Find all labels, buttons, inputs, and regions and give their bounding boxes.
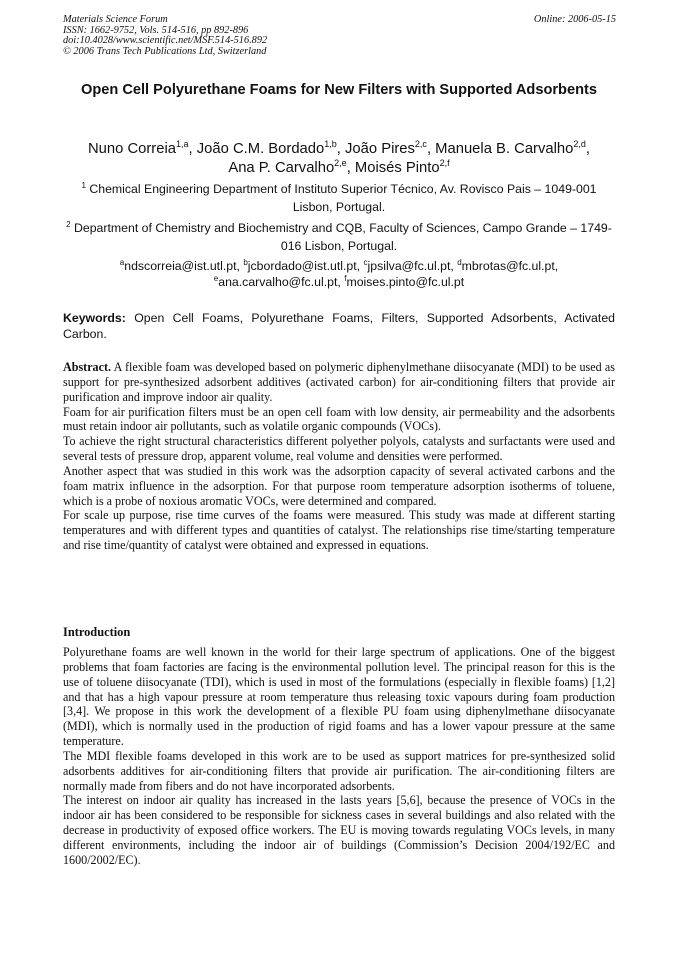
abstract-section bbox=[63, 360, 615, 553]
affiliation-1 bbox=[63, 181, 615, 216]
author-name: Manuela B. Carvalho bbox=[435, 141, 574, 157]
author-list: Nuno Correia$^{1,a}$, João C.M. Bordado$^{1,b}$, João Pires$^{2,c}$, Manuela B. Carvalho$^{2,d}$, Ana P. Carvalho$^{2,e}$, Moisés Pinto$^{2,f}$ bbox=[87, 139, 590, 176]
author-affil-mark: 2,c bbox=[414, 139, 427, 149]
affiliation-2 bbox=[63, 220, 615, 255]
copyright-line: © 2006 Trans Tech Publications Ltd, Switzerland bbox=[63, 45, 267, 57]
introduction-paragraph: The interest on indoor air quality has increased in the lasts years [5,6], because the presence of VOCs in the indoor air has been considered to be responsible for sickness cases in several buildings and also related with the decrease in productivity of exposed office workers. The EU is moving towards regulating VOCs levels, in many different environments, including the indoor air of buildings (Commission’s Decision 2004/192/EC and 1600/2002/EC). bbox=[63, 793, 615, 867]
abstract-paragraph: For scale up purpose, rise time curves of the foams were measured. This study was made at different starting temperatures and with different types and quantities of catalyst. The relationships rise time/starting temperature and rise time/quantity of catalyst were obtained and expressed in equations. bbox=[63, 508, 615, 553]
email-mark: f bbox=[344, 273, 347, 283]
author-affil-mark: 1,a bbox=[176, 139, 189, 149]
author-affil-mark: 2,e bbox=[334, 158, 347, 168]
affiliation-text: Chemical Engineering Department of Instituto Superior Técnico, Av. Rovisco Pais – 1049-001 Lisbon, Portugal. bbox=[89, 182, 597, 214]
introduction-heading: Introduction bbox=[63, 625, 131, 639]
abstract-paragraph: Foam for air purification filters must be an open cell foam with low density, air permeability and the adsorbents must retain indoor air pollutants, such as volatile organic compounds (VOCs). bbox=[63, 404, 615, 434]
email-link[interactable]: ndscorreia@ist.utl.pt, bbox=[124, 259, 240, 273]
author-name: Ana P. Carvalho bbox=[228, 160, 335, 176]
email-link[interactable]: mbrotas@fc.ul.pt, bbox=[461, 259, 559, 273]
email-mark: e bbox=[213, 273, 219, 283]
doi-line: doi:10.4028/www.scientific.net/MSF.514-516.892 bbox=[63, 35, 268, 47]
email-link[interactable]: jcbordado@ist.utl.pt, bbox=[247, 259, 361, 273]
email-link[interactable]: moises.pinto@fc.ul.pt bbox=[346, 274, 465, 289]
introduction-paragraph: The MDI flexible foams developed in this work are to be used as support matrices for pre-synthesized solid adsorbents additives for air-conditioning filters that provide air purification. The air-conditioning filters are normally made from fibers and do not have incorporated adsorbents. bbox=[63, 748, 615, 793]
abstract-paragraph: Another aspect that was studied in this work was the adsorption capacity of several activated carbons and the foam matrix influence in the adsorption. For that purpose room temperature adsorption isotherms of toluene, which is a probe of noxious aromatic VOCs, were determined and compared. bbox=[63, 463, 615, 508]
abstract-text: A flexible foam was developed based on polymeric diphenylmethane diisocyanate (MDI) to be used as support for pre-synthesized adsorbent additives (activated carbon) for air-conditioning filters that provide air purification and improve indoor air quality. bbox=[63, 360, 615, 404]
author-name: João Pires bbox=[345, 141, 415, 157]
email-mark: a bbox=[119, 258, 125, 267]
author-emails bbox=[63, 259, 615, 290]
abstract-paragraph bbox=[63, 360, 615, 405]
author-affil-mark: 1,b bbox=[324, 139, 337, 149]
introduction-section bbox=[63, 645, 615, 868]
author-name: Nuno Correia bbox=[87, 141, 176, 157]
affiliation-text: Department of Chemistry and Biochemistry and CQB, Faculty of Sciences, Campo Grande – 1749-016 Lisbon, Portugal. bbox=[73, 221, 612, 253]
introduction-paragraph: Polyurethane foams are well known in the world for their large spectrum of applications. One of the biggest problems that foam factories are facing is the environmental pollution level. The principal reason for this is the use of toluene diisocyanate (TDI), which is used in most of the formulations (especially in flexible foams) [1,2] and that has a high vapour pressure at room temperature thus releasing toxic vapours during foam production [3,4]. We propose in this work the development of a flexible PU foam using diphenylmethane diisocyanate (MDI), which is normally used in the production of rigid foams and has a lower vapour pressure at the same temperature. bbox=[63, 645, 615, 749]
author-name: João C.M. Bordado bbox=[196, 141, 325, 157]
paper-title: Open Cell Polyurethane Foams for New Filters with Supported Adsorbents bbox=[81, 82, 597, 98]
keywords-label: Keywords: bbox=[63, 311, 126, 325]
abstract-label: Abstract. bbox=[63, 360, 112, 374]
affiliation-number: 2 bbox=[66, 220, 71, 229]
author-name: Moisés Pinto bbox=[354, 160, 440, 176]
journal-header bbox=[63, 15, 443, 57]
journal-name: Materials Science Forum bbox=[63, 14, 168, 25]
email-link[interactable]: jpsilva@fc.ul.pt, bbox=[367, 259, 454, 273]
issn-line: ISSN: 1662-9752, Vols. 514-516, pp 892-896 bbox=[63, 24, 249, 36]
email-link[interactable]: ana.carvalho@fc.ul.pt, bbox=[218, 274, 341, 289]
affiliation-number: 1 bbox=[81, 181, 86, 190]
keywords bbox=[63, 311, 615, 342]
email-mark: d bbox=[457, 258, 462, 267]
online-date: Online: 2006-05-15 bbox=[533, 14, 616, 25]
email-mark: c bbox=[363, 258, 368, 267]
author-affil-mark: 2,f bbox=[439, 158, 450, 168]
abstract-paragraph: To achieve the right structural characteristics different polyether polyols, catalysts and surfactants were used and several tests of pressure drop, apparent volume, real volume and densities were performed. bbox=[63, 434, 615, 464]
author-affil-mark: 2,d bbox=[573, 139, 586, 149]
keywords-text: Open Cell Foams, Polyurethane Foams, Filters, Supported Adsorbents, Activated Carbon. bbox=[63, 311, 615, 341]
email-mark: b bbox=[243, 258, 248, 267]
